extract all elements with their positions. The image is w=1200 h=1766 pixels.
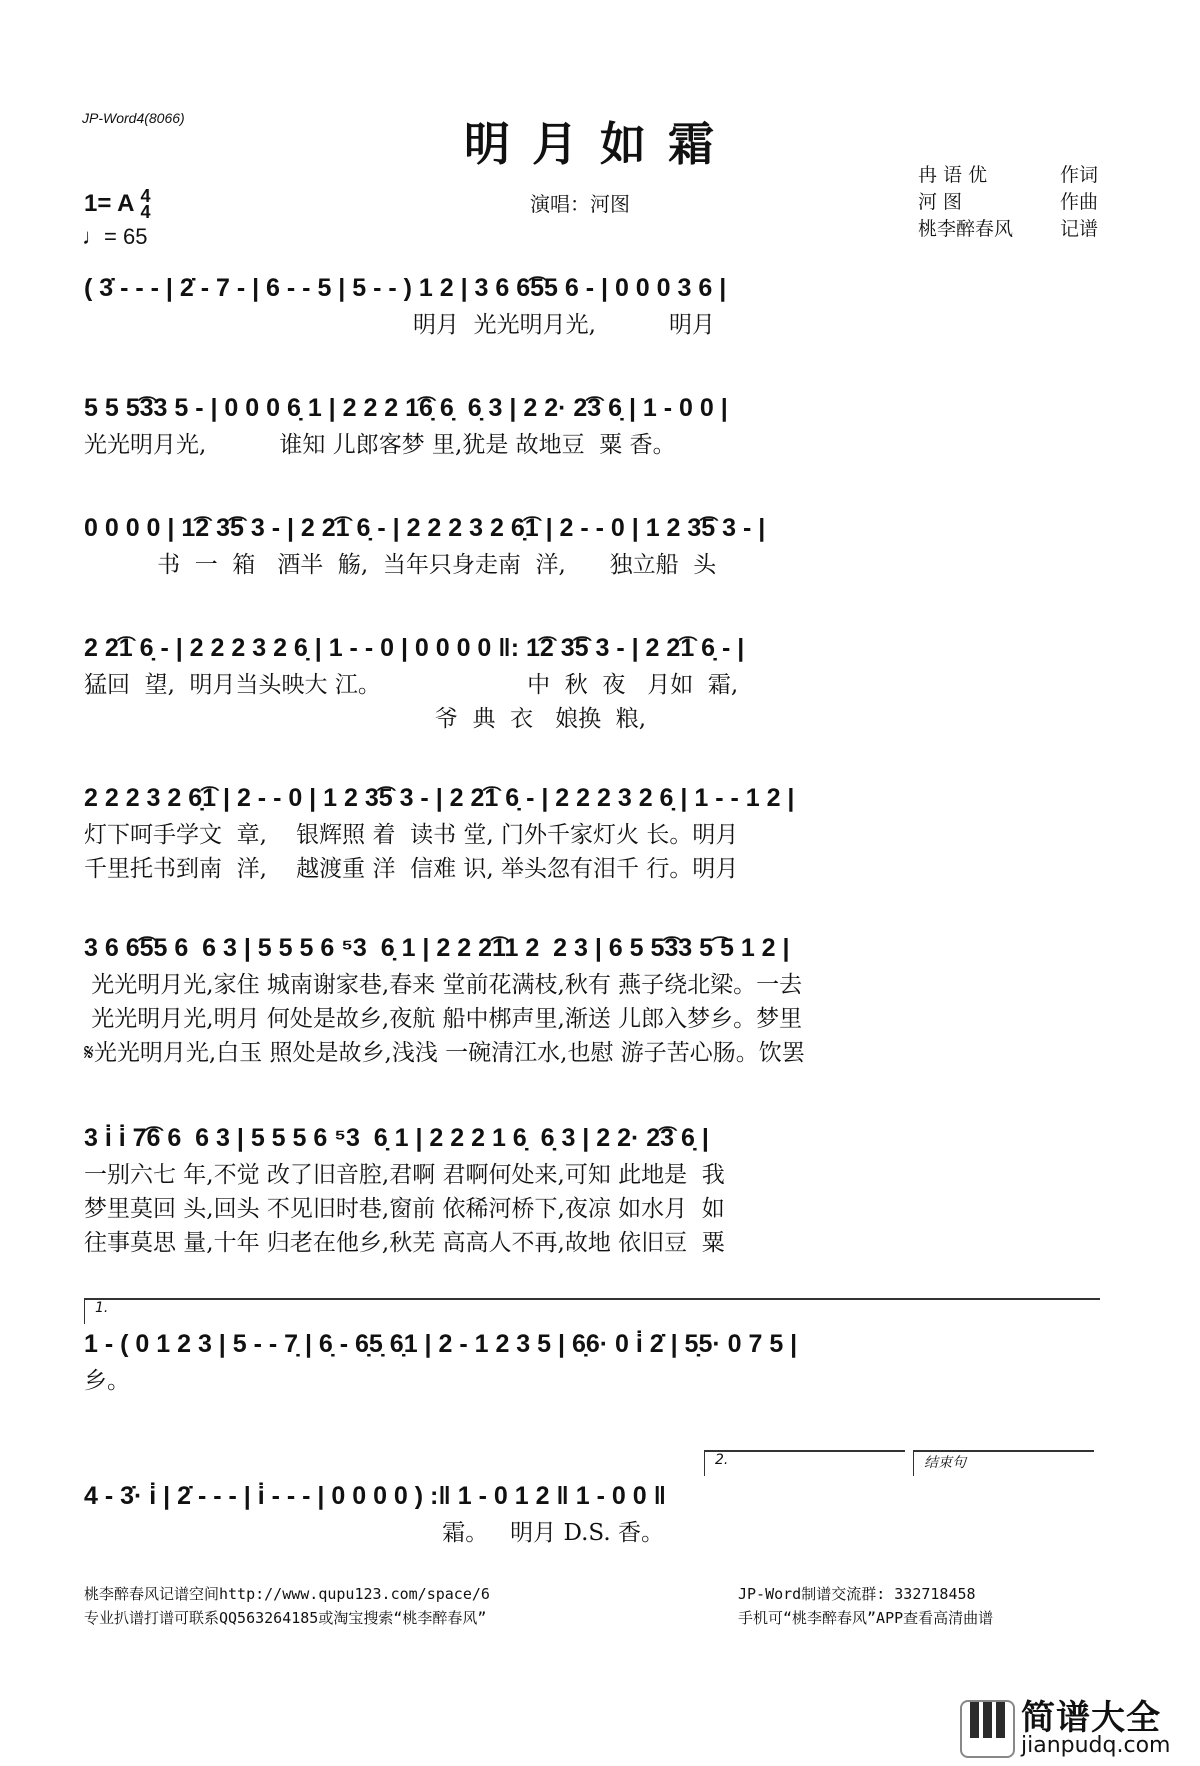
notation: 0 0 0 0 | 1͡2 3͡5 3 - | 2 2͡1 6̣ - | 2 2 2 3 2 6̣͡1 | 2 - - 0 | 1 2 3͡5 3 - | (84, 513, 766, 542)
footer-left (84, 1582, 490, 1630)
credits (918, 162, 1098, 243)
credit-role: 作曲 (1059, 191, 1098, 213)
footer-app: 手机可“桃李醉春风”APP查看高清曲谱 (738, 1609, 994, 1627)
lyrics-verse-1: 霜。 明月 D.S. 香。 (84, 1520, 664, 1546)
lyrics-verse-1: 灯下呵手学文 章, 银辉照 着 读书 堂, 门外千家灯火 长。明月 (84, 822, 739, 848)
lyrics-verse-2: 爷 典 衣 娘换 粮, (84, 706, 647, 732)
watermark-logo (960, 1700, 1170, 1758)
score-line-5 (84, 778, 1100, 886)
lyrics-verse-1: 光光明月光, 谁知 儿郎客梦 里,犹是 故地豆 粟 香。 (84, 432, 676, 458)
time-signature (140, 188, 150, 220)
credit-role: 记谱 (1059, 218, 1098, 240)
footer-group: JP-Word制谱交流群: 332718458 (738, 1585, 976, 1603)
credit-transcriber (918, 216, 1098, 243)
credit-name: 冉 语 优 (918, 164, 988, 186)
notation: ( 3̇ - - - | 2̇ - 7 - | 6 - - 5 | 5 - - ) 1 2 | 3 6 6͡55 6 - | 0 0 0 3 6 | (84, 273, 727, 302)
notation: 3 i̇ i̇ 7͡6 6 6 3 | 5 5 5 6 ⁵3 6̣ 1 | 2 2 2 1 6̣ 6̣ 3 | 2 2· 2͡3 6̣ | (84, 1123, 709, 1152)
notation: 5 5 5͡33 5 - | 0 0 0 6̣ 1 | 2 2 2 1͡6̣ 6̣ 6̣ 3 | 2 2· 2͡3 6̣ | 1 - 0 0 | (84, 393, 728, 422)
tempo-marking: ♩= 65 (82, 224, 148, 249)
score-line-4 (84, 628, 1100, 736)
song-title: 明月如霜 (464, 117, 736, 171)
lyrics-verse-1: 明月 光光明月光, 明月 (84, 312, 716, 338)
score-line-9 (84, 1450, 1100, 1550)
volta-brackets (704, 1450, 1100, 1476)
piano-keys-icon (960, 1700, 1015, 1758)
watermark-url: jianpudq.com (1021, 1733, 1171, 1758)
lyrics-verse-2: 光光明月光,明月 何处是故乡,夜航 船中梆声里,渐送 儿郎入梦乡。梦里 (84, 1006, 803, 1032)
score-line-1 (84, 268, 1100, 342)
volta-1: 1. (84, 1298, 1100, 1324)
lyrics-verse-1: 乡。 (84, 1368, 130, 1394)
footer-contact: 专业扒谱打谱可联系QQ563264185或淘宝搜索“桃李醉春风” (84, 1609, 487, 1627)
footer-right (738, 1582, 993, 1630)
score-line-3 (84, 508, 1100, 582)
notation: 2 2 2 3 2 6̣͡1 | 2 - - 0 | 1 2 3͡5 3 - | 2 2͡1 6̣ - | 2 2 2 3 2 6̣ | 1 - - 1 2 | (84, 783, 795, 812)
time-top: 4 (140, 186, 151, 206)
lyrics-verse-2: 梦里莫回 头,回头 不见旧时巷,窗前 依稀河桥下,夜凉 如水月 如 (84, 1196, 725, 1222)
key-signature (84, 188, 151, 220)
credit-lyricist (918, 162, 1098, 189)
volta-2: 2. (704, 1450, 905, 1476)
lyrics-verse-3: 𝄋光光明月光,白玉 照处是故乡,浅浅 一碗清江水,也慰 游子苦心肠。饮罢 (84, 1040, 805, 1066)
software-label: JP-Word4(8066) (82, 110, 185, 126)
footer-space-link[interactable]: 桃李醉春风记谱空间http://www.qupu123.com/space/6 (84, 1585, 490, 1603)
credit-role: 作词 (1059, 164, 1098, 186)
lyrics-verse-1: 书 一 箱 酒半 觞, 当年只身走南 洋, 独立船 头 (84, 552, 717, 578)
lyrics-verse-1: 一别六七 年,不觉 改了旧音腔,君啊 君啊何处来,可知 此地是 我 (84, 1162, 725, 1188)
lyrics-verse-2: 千里托书到南 洋, 越渡重 洋 信难 识, 举头忽有泪千 行。明月 (84, 856, 739, 882)
credit-composer (918, 189, 1098, 216)
credit-name: 河 图 (918, 191, 963, 213)
score-line-8 (84, 1298, 1100, 1398)
score-line-6 (84, 928, 1100, 1070)
volta-ending: 结束句 (913, 1450, 1094, 1476)
lyrics-verse-1: 光光明月光,家住 城南谢家巷,春来 堂前花满枝,秋有 燕子绕北梁。一去 (84, 972, 803, 998)
notation: 4 - 3̇· i̇ | 2̇ - - - | i̇ - - - | 0 0 0 0 ) :‖ 1 - 0 1 2 ‖ 1 - 0 0 ‖ (84, 1481, 667, 1510)
lyrics-verse-1: 猛回 望, 明月当头映大 江。 中 秋 夜 月如 霜, (84, 672, 739, 698)
notation: 2 2͡1 6̣ - | 2 2 2 3 2 6̣ | 1 - - 0 | 0 0 0 0 ‖: 1͡2 3͡5 3 - | 2 2͡1 6̣ - | (84, 633, 745, 662)
score-line-7 (84, 1118, 1100, 1260)
notation: 3 6 6͡55 6 6 3 | 5 5 5 6 ⁵3 6̣ 1 | 2 2 2͡11 2 2 3 | 6 5 5͡33 5͡ 5 1 2 | (84, 933, 790, 962)
key-label: 1= A (84, 190, 135, 217)
lyrics-verse-3: 往事莫思 量,十年 归老在他乡,秋芜 高高人不再,故地 依旧豆 粟 (84, 1230, 725, 1256)
time-bottom: 4 (140, 202, 151, 222)
singer-label: 演唱：河图 (530, 192, 630, 216)
credit-name: 桃李醉春风 (918, 218, 1014, 240)
watermark-name: 简谱大全 (1021, 1698, 1161, 1738)
notation: 1 - ( 0 1 2 3 | 5 - - 7̣ | 6̣ - 6̣5̣ 6̣1 | 2 - 1 2 3 5 | 6̣6· 0 i̇ 2̇ | 5̣5· 0 7 5 | (84, 1329, 798, 1358)
score-line-2 (84, 388, 1100, 462)
